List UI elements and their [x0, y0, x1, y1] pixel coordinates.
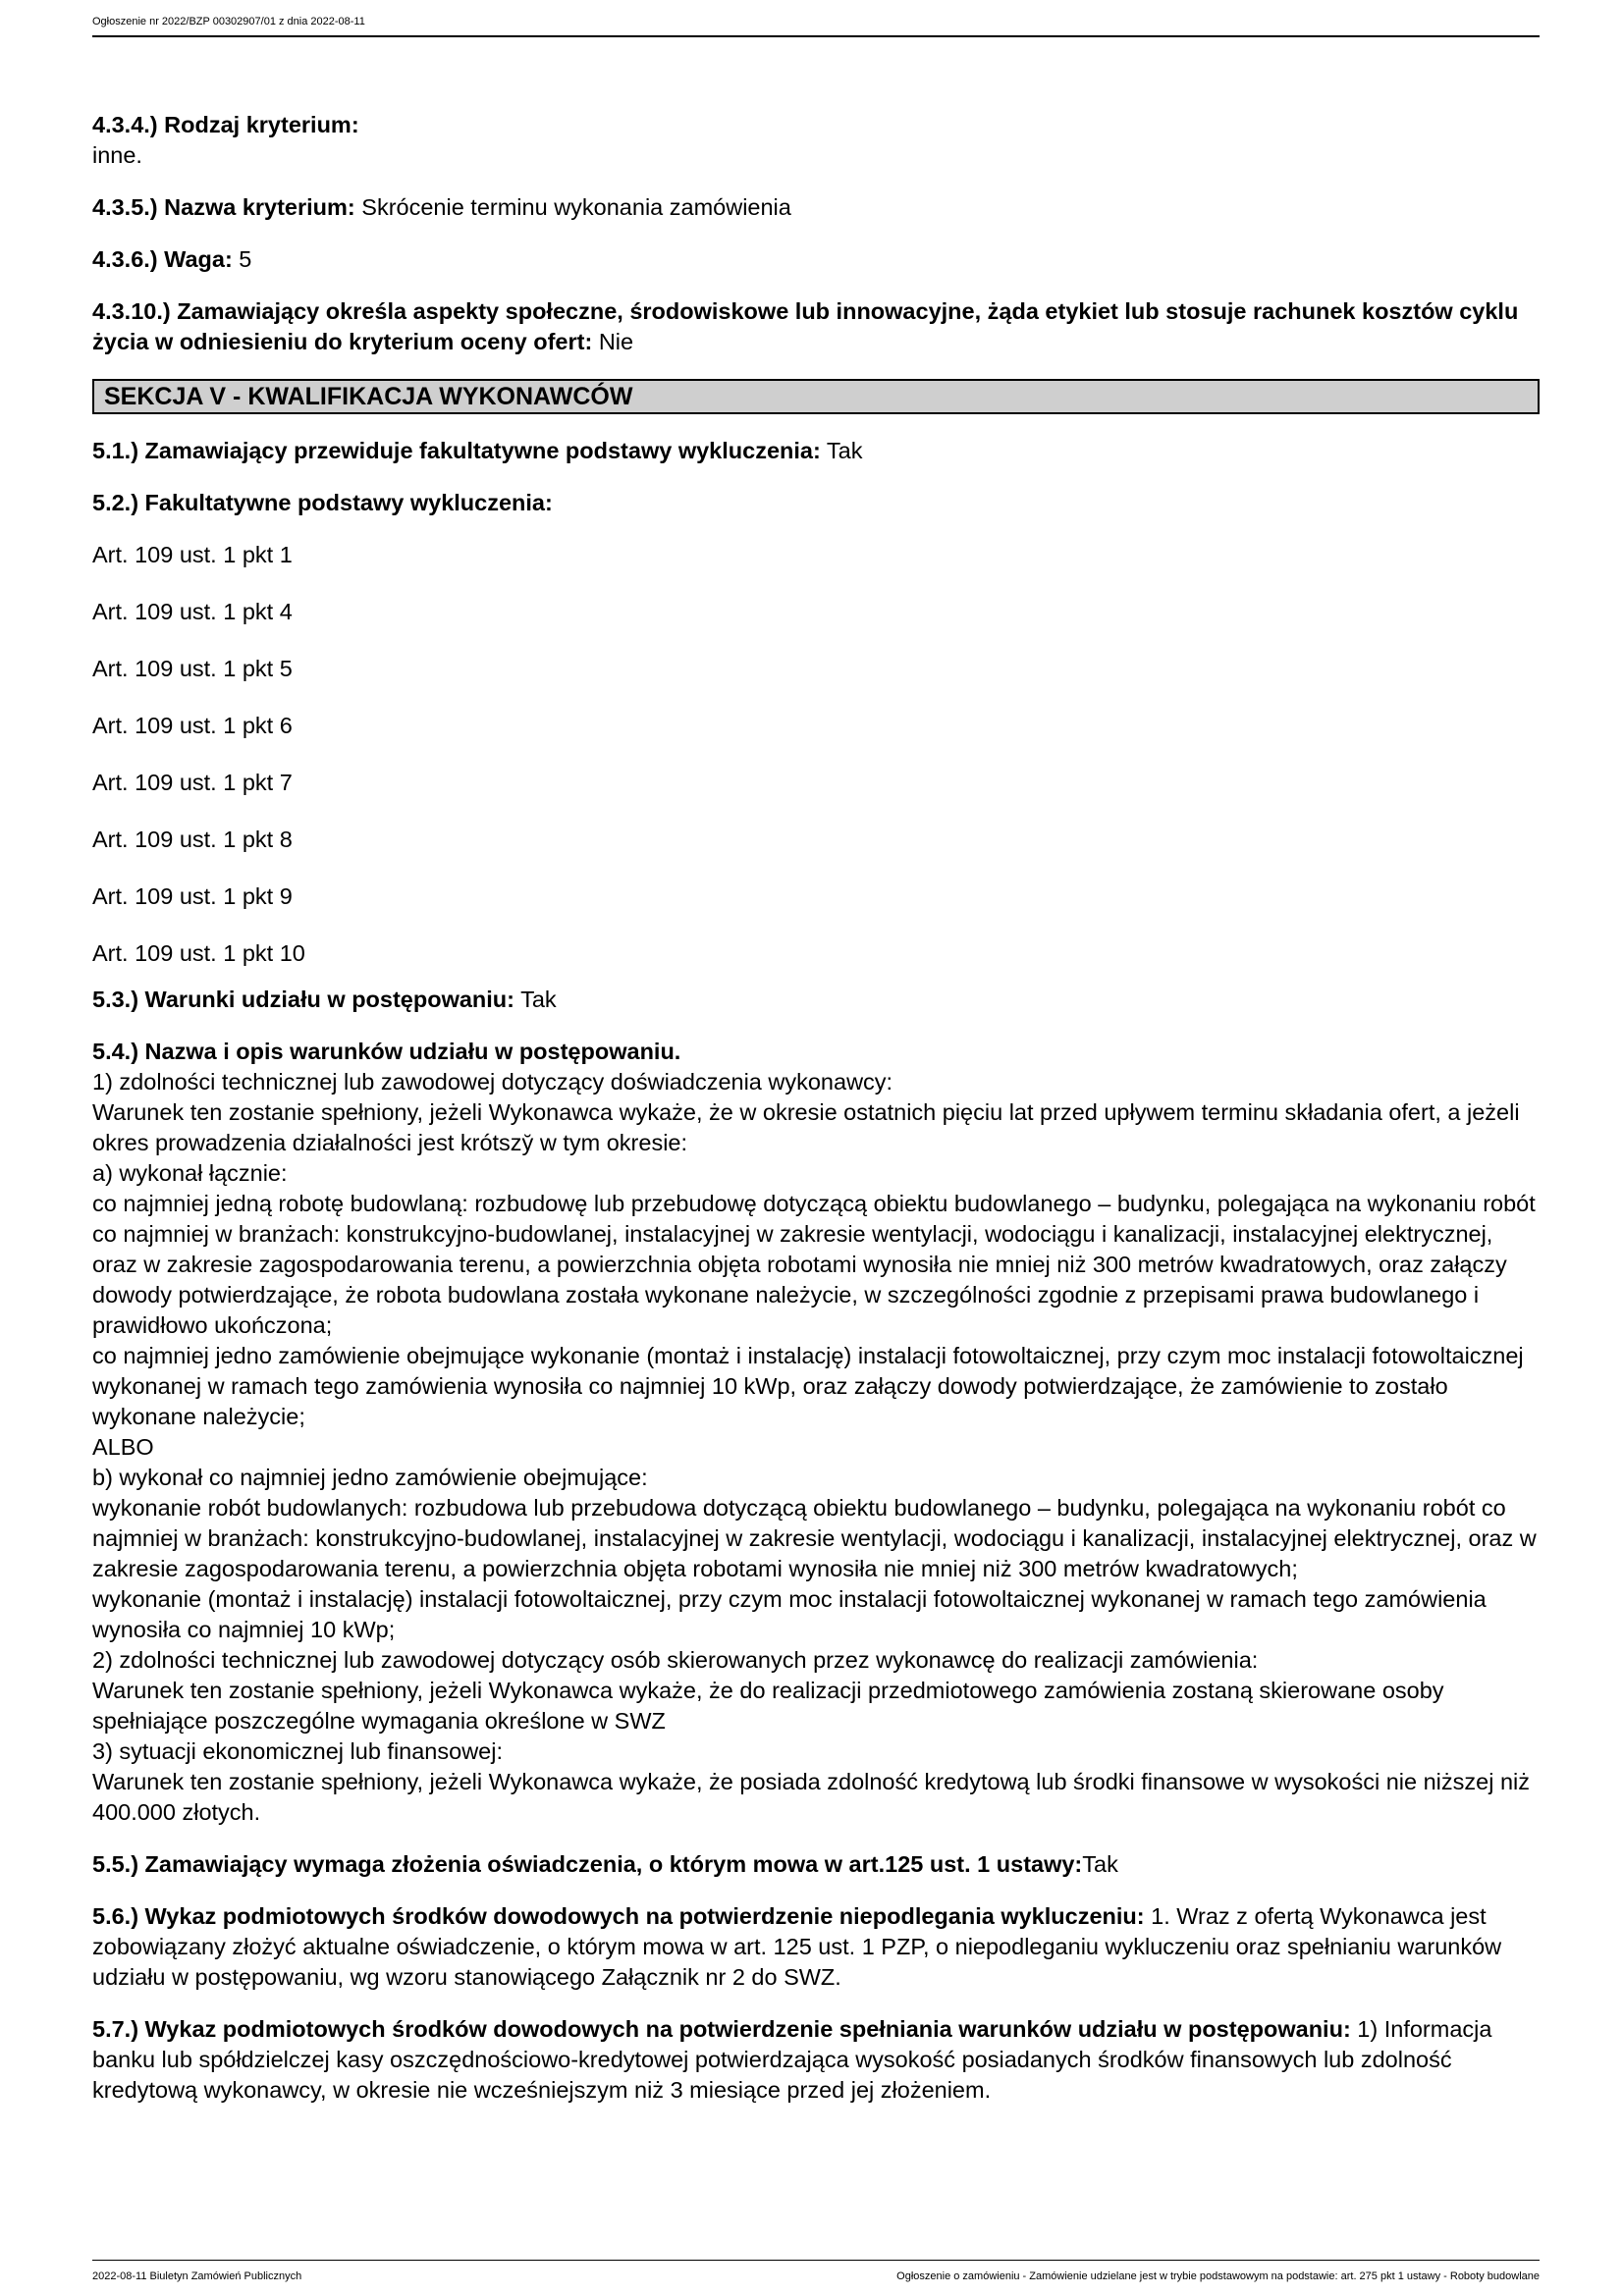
criterion-weight-value: 5 — [232, 246, 252, 272]
conditions-description — [92, 1037, 1540, 1828]
criterion-aspects — [92, 296, 1540, 357]
footer-left: 2022-08-11 Biuletyn Zamówień Publicznych — [92, 2270, 302, 2282]
exclusion-evidence-value: 1. Wraz z ofertą Wykonawca jest zobowiązany złożyć aktualne oświadczenie, o którym mowa w art. 125 ust. 1 PZP, o niepodleganiu wykluczeniu oraz spełnianiu warunków udziału w postępowaniu, wg wzoru stanowiącego Załącznik nr 2 do SWZ. — [92, 1903, 1502, 1990]
list-item: Art. 109 ust. 1 pkt 4 — [92, 599, 293, 624]
conditions-description-label: 5.4.) Nazwa i opis warunków udziału w postępowaniu. — [92, 1039, 681, 1064]
list-item: Art. 109 ust. 1 pkt 8 — [92, 827, 293, 852]
section-v-header: SEKCJA V - KWALIFIKACJA WYKONAWCÓW — [92, 379, 1540, 414]
optional-exclusion-label: 5.1.) Zamawiający przewiduje fakultatywne podstawy wykluczenia: — [92, 438, 821, 463]
footer-right: Ogłoszenie o zamówieniu - Zamówienie udzielane jest w trybie podstawowym na podstawie: art. 275 pkt 1 ustawy - Roboty budowlane — [896, 2270, 1540, 2282]
participation-conditions — [92, 985, 1540, 1015]
participation-conditions-label: 5.3.) Warunki udziału w postępowaniu: — [92, 987, 514, 1012]
participation-conditions-value: Tak — [514, 987, 557, 1012]
exclusion-grounds — [92, 488, 1540, 518]
criterion-name — [92, 192, 1540, 223]
header-text: Ogłoszenie nr 2022/BZP 00302907/01 z dnia 2022-08-11 — [92, 16, 365, 27]
list-item: Art. 109 ust. 1 pkt 9 — [92, 883, 293, 909]
conditions-evidence-value: 1) Informacja banku lub spółdzielczej kasy oszczędnościowo-kredytowej potwierdzająca wysokość posiadanych środków finansowych lub zdolność kredytową wykonawcy, w okresie nie wcześniejszym niż 3 miesiące przed jej złożeniem. — [92, 2016, 1492, 2103]
criterion-aspects-label: 4.3.10.) Zamawiający określa aspekty społeczne, środowiskowe lub innowacyjne, żąda etykiet lub stosuje rachunek kosztów cyklu życia w odniesieniu do kryterium oceny ofert: — [92, 298, 1519, 354]
list-item: Art. 109 ust. 1 pkt 6 — [92, 713, 293, 738]
criterion-aspects-value: Nie — [592, 329, 634, 354]
criterion-type-value: inne. — [92, 142, 142, 168]
document-body — [92, 110, 1540, 2127]
list-item: Art. 109 ust. 1 pkt 7 — [92, 770, 293, 795]
list-item: Art. 109 ust. 1 pkt 1 — [92, 542, 293, 567]
page-footer — [92, 2260, 1540, 2282]
exclusion-grounds-label: 5.2.) Fakultatywne podstawy wykluczenia: — [92, 490, 553, 515]
list-item: Art. 109 ust. 1 pkt 5 — [92, 656, 293, 681]
conditions-evidence — [92, 2014, 1540, 2106]
statement-requirement-label: 5.5.) Zamawiający wymaga złożenia oświadczenia, o którym mowa w art.125 ust. 1 ustawy: — [92, 1851, 1083, 1877]
statement-requirement — [92, 1849, 1540, 1880]
exclusion-evidence — [92, 1901, 1540, 1993]
exclusion-evidence-label: 5.6.) Wykaz podmiotowych środków dowodowych na potwierdzenie niepodlegania wykluczeniu: — [92, 1903, 1145, 1929]
statement-requirement-value: Tak — [1082, 1851, 1118, 1877]
optional-exclusion-value: Tak — [820, 438, 863, 463]
criterion-type — [92, 110, 1540, 171]
page-header — [92, 14, 1540, 37]
conditions-evidence-label: 5.7.) Wykaz podmiotowych środków dowodowych na potwierdzenie spełniania warunków udziału w postępowaniu: — [92, 2016, 1351, 2042]
criterion-weight — [92, 244, 1540, 275]
criterion-type-label: 4.3.4.) Rodzaj kryterium: — [92, 112, 359, 137]
list-item: Art. 109 ust. 1 pkt 10 — [92, 940, 305, 966]
criterion-weight-label: 4.3.6.) Waga: — [92, 246, 233, 272]
criterion-name-value: Skrócenie terminu wykonania zamówienia — [354, 194, 791, 220]
conditions-description-text: 1) zdolności technicznej lub zawodowej dotyczący doświadczenia wykonawcy: Warunek ten zostanie spełniony, jeżeli Wykonawca wykaże, że w okresie ostatnich pięciu lat przed upływem terminu składania ofert, a jeżeli okres prowadzenia działalności jest krótszy̆ w tym okresie: a) wykonał łącznie: co najmniej jedną robotę budowlaną: rozbudowę lub przebudowę dotyczącą obiektu budowlanego – budynku, polegająca na wykonaniu robót co najmniej w branżach: konstrukcyjno-budowlanej, instalacyjnej w zakresie wentylacji, wodociągu i kanalizacji, instalacyjnej elektrycznej, oraz w zakresie zagospodarowania terenu, a powierzchnia objęta robotami wynosiła nie mniej niż 300 metrów kwadratowych, oraz załączy dowody potwierdzające, że robota budowlana została wykonane należycie, w szczególności zgodnie z przepisami prawa budowlanego i prawidłowo ukończona; co najmniej jedno zamówienie obejmujące wykonanie (montaż i instalację) instalacji fotowoltaicznej, przy czym moc instalacji fotowoltaicznej wykonanej w ramach tego zamówienia wynosiła co najmniej 10 kWp, oraz załączy dowody potwierdzające, że zamówienie to zostało wykonane należycie; ALBO b) wykonał co najmniej jedno zamówienie obejmujące: wykonanie robót budowlanych: rozbudowa lub przebudowa dotyczącą obiektu budowlanego – budynku, polegająca na wykonaniu robót co najmniej w branżach: konstrukcyjno-budowlanej, instalacyjnej w zakresie wentylacji, wodociągu i kanalizacji, instalacyjnej elektrycznej, oraz w zakresie zagospodarowania terenu, a powierzchnia objęta robotami wynosiła nie mniej niż 300 metrów kwadratowych; wykonanie (montaż i instalację) instalacji fotowoltaicznej, przy czym moc instalacji fotowoltaicznej wykonanej w ramach tego zamówienia wynosiła co najmniej 10 kWp; 2) zdolności technicznej lub zawodowej dotyczący osób skierowanych przez wykonawcę do realizacji zamówienia: Warunek ten zostanie spełniony, jeżeli Wykonawca wykaże, że do realizacji przedmiotowego zamówienia zostaną skierowane osoby spełniające poszczególne wymagania określone w SWZ 3) sytuacji ekonomicznej lub finansowej: Warunek ten zostanie spełniony, jeżeli Wykonawca wykaże, że posiada zdolność kredytową lub środki finansowe w wysokości nie niższej niż 400.000 złotych. — [92, 1069, 1537, 1825]
optional-exclusion — [92, 436, 1540, 466]
criterion-name-label: 4.3.5.) Nazwa kryterium: — [92, 194, 355, 220]
article-list — [92, 540, 1540, 969]
